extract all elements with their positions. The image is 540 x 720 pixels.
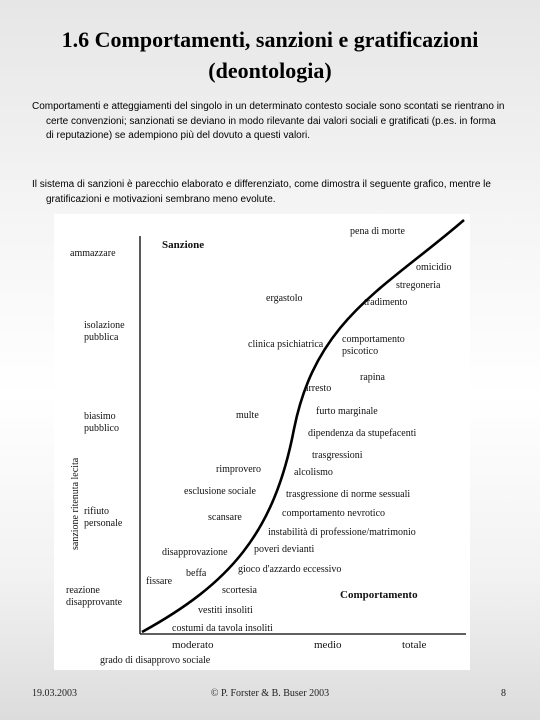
footer-copyright: © P. Forster & B. Buser 2003	[210, 688, 330, 699]
behaviour-label: scansare	[208, 512, 242, 523]
behaviour-label: instabilità di professione/matrimonio	[268, 527, 416, 538]
behaviour-label: vestiti insoliti	[198, 605, 253, 616]
sanction-level-3a: biasimo	[84, 411, 116, 422]
behaviour-label: furto marginale	[316, 406, 378, 417]
behaviour-label: scortesia	[222, 585, 257, 596]
behaviour-label: clinica psichiatrica	[248, 339, 324, 350]
x-axis-title: grado di disapprovo sociale	[100, 655, 211, 666]
sanction-level-2a: isolazione	[84, 320, 125, 331]
sanction-level-5a: reazione	[66, 585, 100, 596]
y-axis-title: sanzione ritenuta lecita	[70, 457, 81, 550]
behaviour-label: tradimento	[364, 297, 408, 308]
sanction-level-4b: personale	[84, 518, 123, 529]
behaviour-label: arresto	[304, 383, 332, 394]
behaviour-label: trasgressioni	[312, 450, 363, 461]
sanction-level-4a: rifiuto	[84, 506, 109, 517]
x-tick-moderato: moderato	[172, 639, 214, 651]
x-tick-totale: totale	[402, 639, 427, 651]
behaviour-label: alcolismo	[294, 467, 333, 478]
behaviour-label: pena di morte	[350, 226, 405, 237]
sanctions-paragraph: Il sistema di sanzioni è parecchio elaborato e differenziato, come dimostra il seguente grafico, mentre le gratificazioni e motivazioni sembrano meno evolute.	[32, 179, 491, 205]
sanction-level-1: ammazzare	[70, 248, 116, 259]
sanction-behaviour-figure	[54, 214, 470, 670]
heading-comportamento: Comportamento	[340, 589, 418, 601]
behaviour-label: multe	[236, 410, 259, 421]
behaviour-label: fissare	[146, 576, 173, 587]
slide-title	[20, 24, 520, 86]
behaviour-label: dipendenza da stupefacenti	[308, 428, 417, 439]
behaviour-label: disapprovazione	[162, 547, 228, 558]
behaviour-label: gioco d'azzardo eccessivo	[238, 564, 342, 575]
behaviour-label: trasgressione di norme sessuali	[286, 489, 411, 500]
sanction-level-5b: disapprovante	[66, 597, 123, 608]
behaviour-label: stregoneria	[396, 280, 441, 291]
sanction-level-3b: pubblico	[84, 423, 119, 434]
behaviour-label: psicotico	[342, 346, 379, 357]
behaviour-label: rapina	[360, 372, 385, 383]
behaviour-label: esclusione sociale	[184, 486, 256, 497]
behaviour-label: comportamento	[342, 334, 405, 345]
behaviour-label: omicidio	[416, 262, 452, 273]
behaviour-label: costumi da tavola insoliti	[172, 623, 273, 634]
sanction-level-2b: pubblica	[84, 332, 119, 343]
intro-paragraph: Comportamenti e atteggiamenti del singolo in un determinato contesto sociale sono scontati se rientrano in certe convenzioni; sanzionati se deviano in modo rilevante dai valori sociali e gratificati (p.es. in forma di reputazione) se adempiono più del dovuto a questi valori.	[32, 101, 505, 141]
behaviour-label: ergastolo	[266, 293, 303, 304]
slide-title-line2: (deontologia)	[208, 58, 332, 83]
footer-date: 19.03.2003	[32, 688, 77, 699]
behaviour-label: rimprovero	[216, 464, 261, 475]
behaviour-label: comportamento nevrotico	[282, 508, 386, 519]
behaviour-label: beffa	[186, 568, 207, 579]
footer-page-number: 8	[501, 688, 506, 699]
behaviour-label: poveri devianti	[254, 544, 315, 555]
figure-canvas	[54, 214, 470, 670]
heading-sanzione: Sanzione	[162, 239, 205, 251]
x-tick-medio: medio	[314, 639, 342, 651]
slide-title-line1: 1.6 Comportamenti, sanzioni e gratificazioni	[61, 27, 479, 52]
